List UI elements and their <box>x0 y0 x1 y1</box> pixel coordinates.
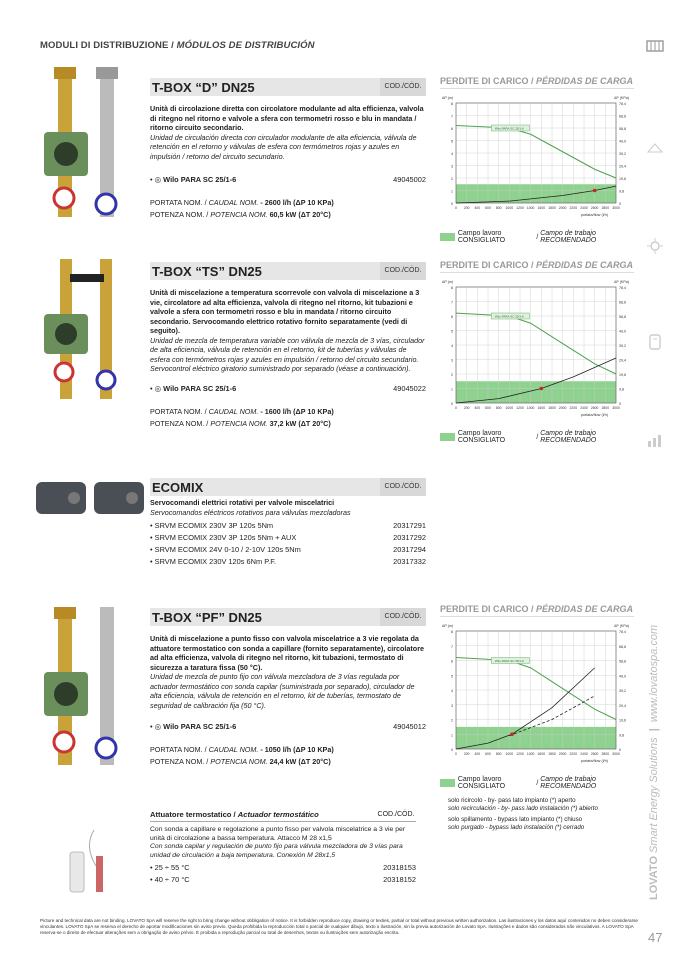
y-tick-label-right: 19,6 <box>619 718 626 723</box>
bullet: • <box>150 875 155 885</box>
x-tick-label: 600 <box>485 206 491 210</box>
y-tick-label-right: 29,4 <box>619 703 626 708</box>
x-tick-label: 3000 <box>612 206 620 210</box>
bullet: • <box>150 545 155 554</box>
recommended-band <box>456 727 616 749</box>
x-tick-label: 800 <box>495 752 502 756</box>
x-tick-label: 2000 <box>558 406 567 410</box>
x-tick-label: 2000 <box>558 206 567 210</box>
y-tick-label: 2 <box>451 177 453 181</box>
x-tick-label: 2800 <box>601 206 610 210</box>
x-tick-label: 1200 <box>516 206 524 210</box>
x-tick-label: 2200 <box>569 406 578 410</box>
x-tick-label: 800 <box>495 406 502 410</box>
y-tick-label: 8 <box>451 286 453 290</box>
tbox-d-image <box>40 62 132 224</box>
y-tick-label: 0 <box>451 748 453 752</box>
y-tick-label-right: 39,2 <box>619 152 626 156</box>
y-tick-label: 0 <box>451 402 453 406</box>
tbox-ts-image <box>40 254 132 404</box>
item-code: 20317292 <box>393 533 426 542</box>
cod-label: COD./CÓD. <box>380 478 426 496</box>
cod-label: COD./CÓD. <box>377 811 415 818</box>
y-tick-label-right: 58,8 <box>619 659 626 664</box>
y-tick-label: 7 <box>451 300 453 305</box>
bullet: • <box>150 557 155 566</box>
x-tick-label: 3000 <box>612 752 620 756</box>
y-tick-label: 1 <box>451 387 453 392</box>
bullet: • ◎ <box>150 175 164 184</box>
chart-tbox-ts <box>440 260 634 444</box>
page-header: MODULI DI DISTRIBUZIONE / MÓDULOS DE DISTRIBUCIÓN <box>40 40 315 51</box>
x-axis-label: portata/flow (l/h) <box>580 213 608 217</box>
item-code: 20318152 <box>383 875 416 885</box>
x-tick-label: 1800 <box>548 406 556 410</box>
y-axis-label: ΔP (m) <box>442 280 454 284</box>
x-tick-label: 1000 <box>505 206 514 210</box>
x-tick-label: 200 <box>463 752 470 756</box>
y-tick-label-right: 0 <box>619 402 621 406</box>
list-item <box>150 875 416 884</box>
x-tick-label: 2800 <box>601 406 610 410</box>
chart-legend: Campo lavoro CONSIGLIATO / Campo de trabajo RECOMENDADO <box>440 430 634 444</box>
x-tick-label: 200 <box>463 206 470 210</box>
x-axis-label: portata/flow (l/h) <box>580 759 608 763</box>
list-item <box>150 521 426 530</box>
x-tick-label: 2600 <box>590 406 599 410</box>
product-tbox-ts <box>150 262 426 428</box>
operating-point-marker <box>510 732 514 736</box>
x-tick-label: 2400 <box>580 752 588 756</box>
series-label: Wilo PARA SC 25/1-6 <box>494 314 524 319</box>
y-tick-label-right: 58,8 <box>619 127 626 131</box>
product-code: 49045012 <box>393 722 426 731</box>
chart-title: PERDITE DI CARICO / PÉRDIDAS DE CARGA <box>440 604 634 617</box>
y-tick-label: 7 <box>451 114 453 119</box>
product-title: Attuatore termostatico / Actuador termostático <box>150 810 319 819</box>
legend-swatch <box>440 233 455 241</box>
product-tbox-d <box>150 78 426 219</box>
y-tick-label-right: 9,8 <box>619 189 624 194</box>
y-tick-label: 5 <box>451 674 453 679</box>
pump-line: • ◎ Wilo PARA SC 25/1-6 49045002 <box>150 175 426 184</box>
y-tick-label-right: 19,6 <box>619 177 626 181</box>
x-tick-label: 1600 <box>537 752 546 756</box>
x-tick-label: 400 <box>474 752 481 756</box>
recommended-band <box>456 184 616 203</box>
x-tick-label: 200 <box>463 406 470 410</box>
y-tick-label: 3 <box>451 164 453 169</box>
bullet: • <box>150 521 155 530</box>
y-tick-label-right: 0 <box>619 202 621 206</box>
product-title: T-BOX “D” DN25 <box>152 79 255 95</box>
item-name: • SRVM ECOMIX 24V 0-10 / 2-10V 120s 5Nm <box>150 545 301 554</box>
item-name: • SRVM ECOMIX 230V 120s 6Nm P.F. <box>150 557 276 566</box>
item-code: 20317294 <box>393 545 426 554</box>
x-tick-label: 1800 <box>548 206 556 210</box>
underfloor-icon[interactable] <box>646 140 664 156</box>
y-axis-label-right: ΔP (KPa) <box>614 96 629 100</box>
series-line-Wilo PARA SC 25/1-6 <box>456 658 616 720</box>
radiator-icon[interactable] <box>646 38 664 54</box>
y-tick-label-right: 58,8 <box>619 315 626 319</box>
x-tick-label: 1000 <box>505 406 514 410</box>
y-tick-label-right: 68,6 <box>619 300 626 305</box>
y-tick-label: 3 <box>451 703 453 708</box>
item-name: • SRVM ECOMIX 230V 3P 120s 5Nm + AUX <box>150 533 297 542</box>
y-tick-label: 8 <box>451 102 453 106</box>
y-tick-label: 6 <box>451 127 453 131</box>
x-tick-label: 1600 <box>537 406 546 410</box>
y-tick-label: 4 <box>451 689 453 693</box>
legend-swatch <box>440 779 455 787</box>
y-tick-label: 5 <box>451 329 453 334</box>
page-number: 47 <box>648 930 663 945</box>
y-tick-label: 7 <box>451 644 453 649</box>
x-tick-label: 2400 <box>580 406 588 410</box>
x-tick-label: 600 <box>485 406 491 410</box>
footer-disclaimer: Picture and technical data are not binding. LOVATO SpA will reserve the right to bring change without obbligation of notice. It is forbidden reproduce copy, drawing or texties, partial or total without previous written authorization. Las ilustraciones y los datos aquí contenidos no deben considerarse vinculantes. LOVATO SpA se reserva el derecho de aportar modificaciones sin aviso previo. Queda prohibida la reproducción total o parcial de cualquier dibujo, texto o ilustración, sin la previa autorización de Lovato SpA. Ilustrações e dados são considerados não vinculativos. A LOVATO SpA reserva-se o direito de efectuar alterações sem a obrigação de aviso prévio. É proibida a reprodução parcial ou total de desenhos, textos ou ilustrações sem autorização escrita. <box>40 918 638 935</box>
x-tick-label: 0 <box>455 406 457 410</box>
y-tick-label-right: 39,2 <box>619 689 626 693</box>
operating-point-marker <box>540 387 544 391</box>
x-tick-label: 2800 <box>601 752 610 756</box>
y-tick-label: 2 <box>451 718 453 723</box>
y-axis-label-right: ΔP (KPa) <box>614 624 629 628</box>
x-axis-label: portata/flow (l/h) <box>580 413 608 417</box>
product-description: Unità di circolazione diretta con circolatore modulante ad alta efficienza, valvola di ritegno nel ritorno e valvole a sfera con termometri rosso e blu in mandata / ritorno circuito secondario. Unidad de circulación directa con circulador modulante de alta eficiencia, válvula de retención en el retorno y válvulas de esfera con termómetros rojas y azules en impulsión / retorno del circuito secundario. <box>150 104 424 161</box>
y-tick-label-right: 9,8 <box>619 387 624 392</box>
flow-spec: PORTATA NOM. / CAUDAL NOM. - 1600 l/h (ΔP 10 KPa) <box>150 406 334 416</box>
power-spec: POTENZA NOM. / POTENCIA NOM. 37,2 kW (ΔT 20°C) <box>150 418 331 428</box>
chart-bar-icon[interactable] <box>646 432 664 448</box>
chart-legend: Campo lavoro CONSIGLIATO / Campo de trabajo RECOMENDADO <box>440 776 634 790</box>
chart-tbox-d <box>440 76 634 244</box>
series-label: Wilo PARA SC 25/1-6 <box>494 126 524 131</box>
product-description: Con sonda a capillare e regolazione a punto fisso per valvola miscelatrice a 3 vie per unità di circolazione a bassa temperatura. Attacco M 28 x1,5 Con sonda capilar y regulación de punto fijo para válvula mezcladora de 3 vías para unidad de circulación a baja temperatura. Conexión M 28x1,5 <box>150 826 406 859</box>
y-tick-label-right: 49,0 <box>619 674 626 679</box>
item-name: • SRVM ECOMIX 230V 3P 120s 5Nm <box>150 521 274 530</box>
x-tick-label: 0 <box>455 752 457 756</box>
sun-icon[interactable] <box>646 238 664 254</box>
recommended-band <box>456 381 616 403</box>
series-line-Wilo PARA SC 25/1-6 <box>456 126 616 179</box>
ecomix-image <box>34 476 148 518</box>
x-tick-label: 2400 <box>580 206 588 210</box>
y-tick-label-right: 49,0 <box>619 139 626 144</box>
flow-spec: PORTATA NOM. / CAUDAL NOM. - 1050 l/h (ΔP 10 KPa) <box>150 745 334 754</box>
y-tick-label-right: 78,4 <box>619 630 626 634</box>
item-code: 20317291 <box>393 521 426 530</box>
x-tick-label: 3000 <box>612 406 620 410</box>
y-axis-label: ΔP (m) <box>442 96 454 100</box>
product-code: 49045002 <box>393 175 426 184</box>
y-tick-label: 1 <box>451 189 453 194</box>
y-tick-label: 1 <box>451 733 453 738</box>
y-tick-label-right: 29,4 <box>619 164 626 169</box>
x-tick-label: 400 <box>474 206 481 210</box>
y-axis-label-right: ΔP (KPa) <box>614 280 629 284</box>
item-code: 20318153 <box>383 863 416 873</box>
product-actuator <box>150 808 416 884</box>
y-tick-label-right: 68,6 <box>619 644 626 649</box>
chart-svg <box>440 617 634 767</box>
power-spec: POTENZA NOM. / POTENCIA NOM. 24,4 kW (ΔT 20°C) <box>150 757 331 766</box>
pump-line: • ◎ Wilo PARA SC 25/1-6 49045012 <box>150 722 426 731</box>
y-tick-label: 4 <box>451 152 453 156</box>
y-tick-label-right: 0 <box>619 748 621 752</box>
x-tick-label: 1400 <box>526 406 535 410</box>
x-tick-label: 2600 <box>590 206 599 210</box>
x-tick-label: 1200 <box>516 406 524 410</box>
chart-svg <box>440 89 634 221</box>
series-line-Wilo PARA SC 25/1-6 <box>456 313 616 374</box>
y-tick-label: 0 <box>451 202 453 206</box>
y-tick-label-right: 9,8 <box>619 733 624 738</box>
product-title: T-BOX “TS” DN25 <box>152 263 262 279</box>
side-brand: LOVATO Smart Energy Solutions | www.lovatospa.com <box>648 624 660 900</box>
product-title: T-BOX “PF” DN25 <box>152 609 262 625</box>
x-tick-label: 2200 <box>569 752 578 756</box>
cod-label: COD./CÓD. <box>380 262 426 280</box>
list-item <box>150 533 426 542</box>
y-tick-label: 4 <box>451 344 453 348</box>
flow-spec: PORTATA NOM. / CAUDAL NOM. - 2600 l/h (ΔP 10 KPa) <box>150 198 334 207</box>
bullet: • ◎ <box>150 383 164 393</box>
x-tick-label: 2600 <box>590 752 599 756</box>
x-tick-label: 1000 <box>505 752 514 756</box>
cod-label: COD./CÓD. <box>380 78 426 96</box>
y-tick-label-right: 39,2 <box>619 344 626 348</box>
y-tick-label: 6 <box>451 659 453 664</box>
pump-line: • ◎ Wilo PARA SC 25/1-6 49045022 <box>150 383 426 393</box>
item-code: 20317332 <box>393 557 426 566</box>
product-tbox-pf <box>150 608 426 766</box>
product-code: 49045022 <box>393 383 426 393</box>
legend-swatch <box>440 433 455 441</box>
x-tick-label: 2000 <box>558 752 567 756</box>
boiler-icon[interactable] <box>646 334 664 350</box>
actuator-list <box>150 863 416 884</box>
y-tick-label: 6 <box>451 315 453 319</box>
x-tick-label: 1800 <box>548 752 556 756</box>
y-tick-label: 3 <box>451 358 453 363</box>
list-item <box>150 545 426 554</box>
x-tick-label: 600 <box>485 752 491 756</box>
chart-svg <box>440 273 634 421</box>
ecomix-list <box>150 521 426 566</box>
y-tick-label: 2 <box>451 373 453 377</box>
product-ecomix <box>150 478 426 566</box>
y-tick-label-right: 19,6 <box>619 373 626 377</box>
product-description: Servocomandi elettrici rotativi per valvole miscelatrici Servocomandos eléctricos rotativos para válvulas mezcladoras <box>150 498 351 517</box>
bullet: • <box>150 533 155 542</box>
operating-point-marker <box>593 189 597 193</box>
x-tick-label: 1400 <box>526 752 535 756</box>
chart-tbox-pf <box>440 604 634 790</box>
x-tick-label: 0 <box>455 206 457 210</box>
tbox-pf-image <box>40 602 132 770</box>
list-item <box>150 557 426 566</box>
product-title: ECOMIX <box>152 479 204 495</box>
y-tick-label-right: 29,4 <box>619 358 626 363</box>
x-tick-label: 1600 <box>537 206 546 210</box>
cod-label: COD./CÓD. <box>380 608 426 626</box>
actuator-image <box>64 826 120 896</box>
item-name: • 40 ÷ 70 °C <box>150 875 190 885</box>
x-tick-label: 1200 <box>516 752 524 756</box>
x-tick-label: 2200 <box>569 206 578 210</box>
chart-title: PERDITE DI CARICO / PÉRDIDAS DE CARGA <box>440 260 634 273</box>
product-description: Unità di miscelazione a temperatura scorrevole con valvola di miscelazione a 3 vie, circolatore ad alta efficienza, valvola di ritegno nel ritorno, kit tubazioni e valvole a sfera con termometri rosso e blu in mandata / ritorno circuito secondario. Servocomando elettrico rotativo fornito separatamente (vedi di seguito). Unidad de mezcla de temperatura variable con válvula de mezcla de 3 vías, circulador de alta eficiencia, válvula de retención en el retorno, kit de tuberías y válvulas de esfera con termómetros rojas y azules en impulsión / retorno del circuito secundario. Servocontrol eléctrico giratorio suministrado por separado (véase a continuación). <box>150 288 425 373</box>
power-spec: POTENZA NOM. / POTENCIA NOM. 60,5 kW (ΔT 20°C) <box>150 210 331 219</box>
y-tick-label-right: 68,6 <box>619 114 626 119</box>
y-tick-label: 8 <box>451 630 453 634</box>
y-tick-label-right: 49,0 <box>619 329 626 334</box>
product-description: Unità di miscelazione a punto fisso con valvola miscelatrice a 3 vie regolata da attuatore termostatico con sonda a capillare (fornito separatamente), circolatore ad alta efficienza, valvola di ritegno nel ritorno, kit tubazioni, termostato di sicurezza a taratura fissa (50 °C). Unidad de mezcla de punto fijo con válvula mezcladora de 3 vías regulada por actuador termostático con sonda capilar (suministrada por separado), circulador de alta eficiencia, válvula de retención en el retorno, kit de tuberías, termostato de seguridad de calibración fija (50 °C). <box>150 634 424 710</box>
y-tick-label-right: 78,4 <box>619 102 626 106</box>
x-tick-label: 1400 <box>526 206 535 210</box>
x-tick-label: 400 <box>474 406 481 410</box>
y-tick-label: 5 <box>451 139 453 144</box>
series-label: Wilo PARA SC 25/1-6 <box>494 658 524 663</box>
item-name: • 25 ÷ 55 °C <box>150 863 190 873</box>
x-tick-label: 800 <box>495 206 502 210</box>
list-item <box>150 863 416 872</box>
bullet: • <box>150 863 155 873</box>
chart-legend: Campo lavoro CONSIGLIATO / Campo de trabajo RECOMENDADO <box>440 230 634 244</box>
y-axis-label: ΔP (m) <box>442 624 454 628</box>
bullet: • ◎ <box>150 722 164 731</box>
pf-notes: solo ricircolo - by- pass lato impianto (*) aperto solo recirculación - by- pass lado instalación (*) abierto solo spillamento - bypass lato impianto (*) chiuso solo purgado - bypass lado instalación (*) cerrado <box>448 797 598 831</box>
y-tick-label-right: 78,4 <box>619 286 626 290</box>
chart-title: PERDITE DI CARICO / PÉRDIDAS DE CARGA <box>440 76 634 89</box>
